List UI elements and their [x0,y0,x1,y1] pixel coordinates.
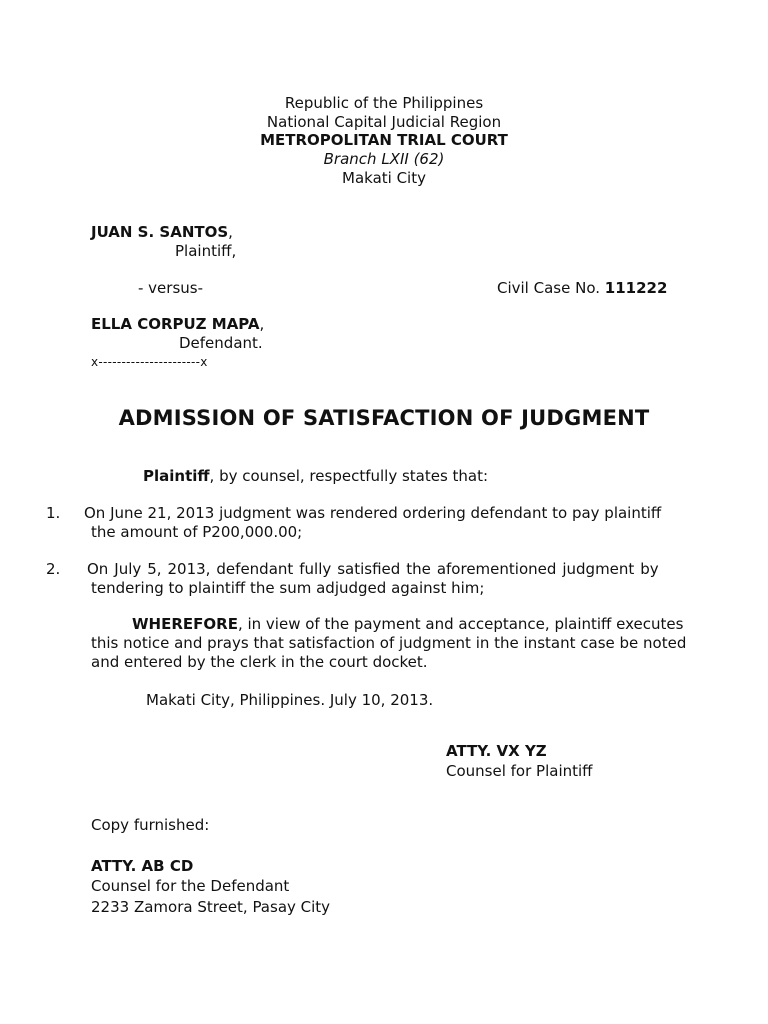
item-1-number: 1. [46,504,61,522]
item-2-line-2: tendering to plaintiff the sum adjudged against him; [91,579,485,597]
wherefore-bold: WHEREFORE [132,615,238,633]
plaintiff-role: Plaintiff, [175,242,237,260]
wherefore-line-2: this notice and prays that satisfaction of judgment in the instant case be noted [91,634,687,652]
wherefore-line-1-rest: , in view of the payment and acceptance, plaintiff executes [237,615,684,633]
plaintiff-block [91,223,233,242]
item-2-number: 2. [46,560,61,578]
intro-paragraph [143,467,488,486]
caption-separator: x----------------------x [91,355,208,369]
republic-line: Republic of the Philippines [284,94,484,112]
versus-label: - versus- [138,279,204,297]
defendant-role: Defendant. [179,334,263,352]
defendant-block [91,315,264,334]
copy-furnished-label: Copy furnished: [91,816,210,834]
copy-furnished-name: ATTY. AB CD [91,857,194,875]
copy-furnished-role: Counsel for the Defendant [91,877,290,895]
plaintiff-name: JUAN S. SANTOS [91,223,229,241]
case-number: 111222 [604,279,668,297]
case-number-block [497,279,667,298]
date-line: Makati City, Philippines. July 10, 2013. [146,691,434,709]
item-1-line-1: On June 21, 2013 judgment was rendered ordering defendant to pay plaintiff [84,504,662,522]
item-2-line-1: On July 5, 2013, defendant fully satisfied the aforementioned judgment by [87,560,659,578]
case-label: Civil Case No. [497,279,601,297]
item-1-line-2: the amount of P200,000.00; [91,523,303,541]
wherefore-line-3: and entered by the clerk in the court docket. [91,653,428,671]
defendant-comma: , [259,315,265,333]
plaintiff-comma: , [228,223,233,241]
signatory-name: ATTY. VX YZ [446,742,547,760]
copy-furnished-address: 2233 Zamora Street, Pasay City [91,898,331,916]
signatory-role: Counsel for Plaintiff [446,762,593,780]
defendant-name: ELLA CORPUZ MAPA [91,315,260,333]
wherefore-line-1 [132,615,683,634]
intro-bold: Plaintiff [143,467,210,485]
intro-rest: , by counsel, respectfully states that: [209,467,489,485]
document-title: ADMISSION OF SATISFACTION OF JUDGMENT [118,406,650,430]
judicial-region-line: National Capital Judicial Region [266,113,502,131]
branch-line: Branch LXII (62) [323,150,445,168]
court-name: METROPOLITAN TRIAL COURT [260,131,508,149]
city-line: Makati City [342,169,426,187]
